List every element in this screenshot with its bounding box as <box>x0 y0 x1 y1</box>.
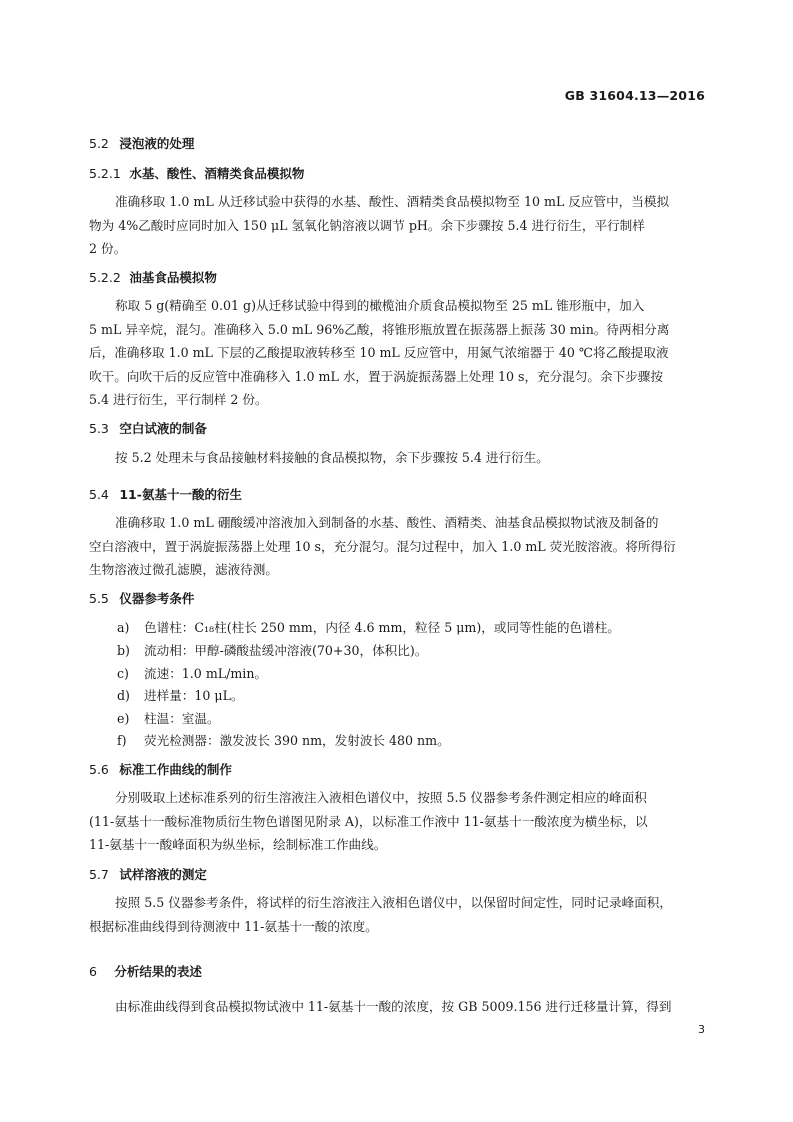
list-item: c) 流速：1.0 mL/min。 <box>117 666 268 681</box>
section-heading-5-2-2: 5.2.2 油基食品模拟物 <box>89 270 217 285</box>
section-heading-5-6: 5.6 标准工作曲线的制作 <box>89 762 232 777</box>
paragraph-5-3: 按 5.2 处理未与食品接触材料接触的食品模拟物，余下步骤按 5.4 进行衍生。 <box>115 450 549 465</box>
standard-code: GB 31604.13—2016 <box>564 88 705 103</box>
list-item: e) 柱温：室温。 <box>117 711 220 726</box>
section-heading-6: 6 分析结果的表述 <box>89 964 202 979</box>
list-item: f) 荧光检测器：激发波长 390 nm，发射波长 480 nm。 <box>117 733 450 748</box>
section-heading-5-2-1: 5.2.1 水基、酸性、酒精类食品模拟物 <box>89 166 305 181</box>
paragraph-5-2-1: 准确移取 1.0 mL 从迁移试验中获得的水基、酸性、酒精类食品模拟物至 10 mL 反应管中，当模拟 物为 4%乙酸时应同时加入 150 μL 氢氧化钠溶液以调节 pH。余下步骤按 5.4 进行衍生，平行制样 2 份。 <box>89 194 670 256</box>
page-number: 3 <box>698 1023 705 1036</box>
paragraph-6: 由标准曲线得到食品模拟物试液中 11-氨基十一酸的浓度，按 GB 5009.156 进行迁移量计算，得到 <box>115 999 672 1014</box>
list-item: a) 色谱柱：C₁₈柱(柱长 250 mm，内径 4.6 mm，粒径 5 μm)，或同等性能的色谱柱。 <box>117 620 620 635</box>
section-heading-5-4: 5.4 11-氨基十一酸的衍生 <box>89 487 242 502</box>
paragraph-5-7: 按照 5.5 仪器参考条件，将试样的衍生溶液注入液相色谱仪中，以保留时间定性，同时记录峰面积， 根据标准曲线得到待测液中 11-氨基十一酸的浓度。 <box>89 895 672 934</box>
list-item: b) 流动相：甲醇-磷酸盐缓冲溶液(70+30，体积比)。 <box>117 643 428 658</box>
section-heading-5-2: 5.2 浸泡液的处理 <box>89 136 195 151</box>
section-heading-5-3: 5.3 空白试液的制备 <box>89 421 207 436</box>
paragraph-5-6: 分别吸取上述标准系列的衍生溶液注入液相色谱仪中，按照 5.5 仪器参考条件测定相应的峰面积 (11-氨基十一酸标准物质衍生物色谱图见附录 A)，以标准工作液中 11-氨基十一酸浓度为横坐标，以 11-氨基十一酸峰面积为纵坐标，绘制标准工作曲线。 <box>89 790 648 852</box>
paragraph-5-4: 准确移取 1.0 mL 硼酸缓冲溶液加入到制备的水基、酸性、酒精类、油基食品模拟物试液及制备的 空白溶液中，置于涡旋振荡器上处理 10 s，充分混匀。混匀过程中，加入 1.0 mL 荧光胺溶液。将所得衍 生物溶液过微孔滤膜，滤液待测。 <box>89 515 676 577</box>
paragraph-5-2-2: 称取 5 g(精确至 0.01 g)从迁移试验中得到的橄榄油介质食品模拟物至 25 mL 锥形瓶中，加入 5 mL 异辛烷，混匀。准确移入 5.0 mL 96%乙酸，将锥形瓶放置在振荡器上振荡 30 min。待两相分离 后，准确移取 1.0 mL 下层的乙酸提取液转移至 10 mL 反应管中，用氮气浓缩器于 40 ℃将乙酸提取液 吹干。向吹干后的反应管中准确移入 1.0 mL 水，置于涡旋振荡器上处理 10 s，充分混匀。余下步骤按 5.4 进行衍生，平行制样 2 份。 <box>89 298 670 407</box>
section-heading-5-7: 5.7 试样溶液的测定 <box>89 867 207 882</box>
list-item: d) 进样量：10 μL。 <box>117 688 244 703</box>
section-heading-5-5: 5.5 仪器参考条件 <box>89 591 195 606</box>
